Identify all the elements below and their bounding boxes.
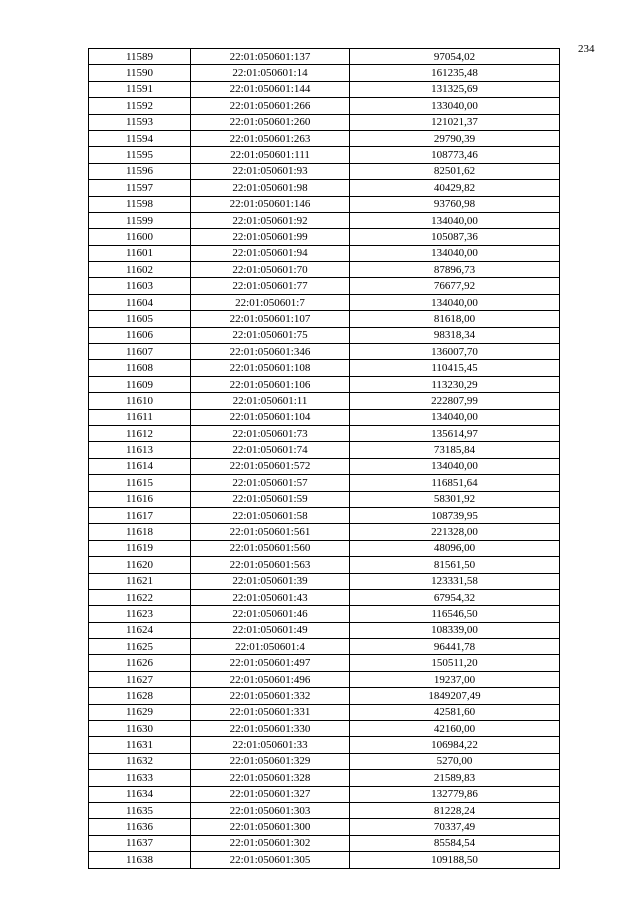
cadastral-number-cell: 22:01:050601:11: [191, 393, 350, 409]
cadastral-number-cell: 22:01:050601:144: [191, 81, 350, 97]
table-row: [89, 524, 560, 540]
row-number-cell: 11636: [89, 819, 191, 835]
table-row: [89, 671, 560, 687]
value-cell: 42160,00: [350, 721, 560, 737]
row-number-cell: 11617: [89, 507, 191, 523]
table-row: [89, 81, 560, 97]
row-number-cell: 11597: [89, 180, 191, 196]
cadastral-number-cell: 22:01:050601:107: [191, 311, 350, 327]
table-row: [89, 540, 560, 556]
table-row: [89, 245, 560, 261]
value-cell: 48096,00: [350, 540, 560, 556]
value-cell: 76677,92: [350, 278, 560, 294]
cadastral-number-cell: 22:01:050601:346: [191, 344, 350, 360]
value-cell: 40429,82: [350, 180, 560, 196]
cadastral-number-cell: 22:01:050601:39: [191, 573, 350, 589]
row-number-cell: 11638: [89, 852, 191, 868]
cadastral-number-cell: 22:01:050601:496: [191, 671, 350, 687]
row-number-cell: 11633: [89, 770, 191, 786]
cadastral-number-cell: 22:01:050601:58: [191, 507, 350, 523]
table-row: [89, 278, 560, 294]
row-number-cell: 11615: [89, 475, 191, 491]
cadastral-number-cell: 22:01:050601:59: [191, 491, 350, 507]
cadastral-number-cell: 22:01:050601:49: [191, 622, 350, 638]
table-row: [89, 425, 560, 441]
table-row: [89, 639, 560, 655]
table-row: [89, 360, 560, 376]
registry-table: [88, 48, 560, 869]
table-row: [89, 491, 560, 507]
table-row: [89, 737, 560, 753]
value-cell: 109188,50: [350, 852, 560, 868]
cadastral-number-cell: 22:01:050601:33: [191, 737, 350, 753]
cadastral-number-cell: 22:01:050601:77: [191, 278, 350, 294]
cadastral-number-cell: 22:01:050601:14: [191, 65, 350, 81]
row-number-cell: 11607: [89, 344, 191, 360]
row-number-cell: 11628: [89, 688, 191, 704]
cadastral-number-cell: 22:01:050601:329: [191, 753, 350, 769]
row-number-cell: 11595: [89, 147, 191, 163]
value-cell: 1849207,49: [350, 688, 560, 704]
table-row: [89, 770, 560, 786]
table-row: [89, 852, 560, 868]
table-row: [89, 147, 560, 163]
value-cell: 132779,86: [350, 786, 560, 802]
value-cell: 135614,97: [350, 425, 560, 441]
table-row: [89, 163, 560, 179]
table-row: [89, 819, 560, 835]
cadastral-number-cell: 22:01:050601:4: [191, 639, 350, 655]
cadastral-number-cell: 22:01:050601:108: [191, 360, 350, 376]
table-row: [89, 507, 560, 523]
row-number-cell: 11625: [89, 639, 191, 655]
row-number-cell: 11627: [89, 671, 191, 687]
value-cell: 222807,99: [350, 393, 560, 409]
table-row: [89, 786, 560, 802]
table-row: [89, 180, 560, 196]
table-row: [89, 98, 560, 114]
value-cell: 5270,00: [350, 753, 560, 769]
cadastral-number-cell: 22:01:050601:75: [191, 327, 350, 343]
page-number: 234: [578, 43, 595, 55]
cadastral-number-cell: 22:01:050601:561: [191, 524, 350, 540]
row-number-cell: 11592: [89, 98, 191, 114]
row-number-cell: 11596: [89, 163, 191, 179]
table-row: [89, 835, 560, 851]
table-row: [89, 475, 560, 491]
row-number-cell: 11590: [89, 65, 191, 81]
table-row: [89, 753, 560, 769]
row-number-cell: 11613: [89, 442, 191, 458]
row-number-cell: 11609: [89, 376, 191, 392]
cadastral-number-cell: 22:01:050601:92: [191, 212, 350, 228]
row-number-cell: 11599: [89, 212, 191, 228]
row-number-cell: 11600: [89, 229, 191, 245]
value-cell: 133040,00: [350, 98, 560, 114]
row-number-cell: 11635: [89, 802, 191, 818]
row-number-cell: 11594: [89, 130, 191, 146]
value-cell: 21589,83: [350, 770, 560, 786]
cadastral-number-cell: 22:01:050601:263: [191, 130, 350, 146]
cadastral-number-cell: 22:01:050601:99: [191, 229, 350, 245]
value-cell: 108739,95: [350, 507, 560, 523]
value-cell: 93760,98: [350, 196, 560, 212]
value-cell: 113230,29: [350, 376, 560, 392]
row-number-cell: 11620: [89, 557, 191, 573]
table-row: [89, 409, 560, 425]
cadastral-number-cell: 22:01:050601:98: [191, 180, 350, 196]
row-number-cell: 11624: [89, 622, 191, 638]
table-row: [89, 212, 560, 228]
table-row: [89, 458, 560, 474]
cadastral-number-cell: 22:01:050601:330: [191, 721, 350, 737]
value-cell: 81618,00: [350, 311, 560, 327]
table-row: [89, 721, 560, 737]
cadastral-number-cell: 22:01:050601:137: [191, 49, 350, 65]
row-number-cell: 11623: [89, 606, 191, 622]
table-row: [89, 655, 560, 671]
cadastral-number-cell: 22:01:050601:111: [191, 147, 350, 163]
row-number-cell: 11589: [89, 49, 191, 65]
table-row: [89, 65, 560, 81]
cadastral-number-cell: 22:01:050601:94: [191, 245, 350, 261]
value-cell: 150511,20: [350, 655, 560, 671]
value-cell: 116546,50: [350, 606, 560, 622]
value-cell: 85584,54: [350, 835, 560, 851]
cadastral-number-cell: 22:01:050601:303: [191, 802, 350, 818]
row-number-cell: 11637: [89, 835, 191, 851]
table-row: [89, 606, 560, 622]
value-cell: 87896,73: [350, 262, 560, 278]
value-cell: 42581,60: [350, 704, 560, 720]
value-cell: 108773,46: [350, 147, 560, 163]
row-number-cell: 11591: [89, 81, 191, 97]
row-number-cell: 11632: [89, 753, 191, 769]
value-cell: 121021,37: [350, 114, 560, 130]
value-cell: 131325,69: [350, 81, 560, 97]
value-cell: 19237,00: [350, 671, 560, 687]
value-cell: 134040,00: [350, 294, 560, 310]
value-cell: 29790,39: [350, 130, 560, 146]
value-cell: 81228,24: [350, 802, 560, 818]
value-cell: 96441,78: [350, 639, 560, 655]
value-cell: 73185,84: [350, 442, 560, 458]
row-number-cell: 11618: [89, 524, 191, 540]
row-number-cell: 11598: [89, 196, 191, 212]
row-number-cell: 11611: [89, 409, 191, 425]
registry-table-body: [89, 49, 560, 869]
table-row: [89, 294, 560, 310]
table-row: [89, 704, 560, 720]
value-cell: 82501,62: [350, 163, 560, 179]
table-row: [89, 393, 560, 409]
cadastral-number-cell: 22:01:050601:43: [191, 589, 350, 605]
table-row: [89, 573, 560, 589]
value-cell: 105087,36: [350, 229, 560, 245]
cadastral-number-cell: 22:01:050601:260: [191, 114, 350, 130]
table-row: [89, 802, 560, 818]
row-number-cell: 11606: [89, 327, 191, 343]
cadastral-number-cell: 22:01:050601:146: [191, 196, 350, 212]
value-cell: 116851,64: [350, 475, 560, 491]
cadastral-number-cell: 22:01:050601:497: [191, 655, 350, 671]
row-number-cell: 11626: [89, 655, 191, 671]
row-number-cell: 11602: [89, 262, 191, 278]
value-cell: 58301,92: [350, 491, 560, 507]
value-cell: 67954,32: [350, 589, 560, 605]
value-cell: 70337,49: [350, 819, 560, 835]
value-cell: 81561,50: [350, 557, 560, 573]
value-cell: 123331,58: [350, 573, 560, 589]
cadastral-number-cell: 22:01:050601:74: [191, 442, 350, 458]
row-number-cell: 11631: [89, 737, 191, 753]
table-row: [89, 130, 560, 146]
value-cell: 106984,22: [350, 737, 560, 753]
cadastral-number-cell: 22:01:050601:266: [191, 98, 350, 114]
row-number-cell: 11634: [89, 786, 191, 802]
table-row: [89, 557, 560, 573]
table-row: [89, 344, 560, 360]
cadastral-number-cell: 22:01:050601:328: [191, 770, 350, 786]
value-cell: 136007,70: [350, 344, 560, 360]
value-cell: 221328,00: [350, 524, 560, 540]
row-number-cell: 11605: [89, 311, 191, 327]
cadastral-number-cell: 22:01:050601:305: [191, 852, 350, 868]
cadastral-number-cell: 22:01:050601:104: [191, 409, 350, 425]
cadastral-number-cell: 22:01:050601:327: [191, 786, 350, 802]
row-number-cell: 11603: [89, 278, 191, 294]
table-row: [89, 688, 560, 704]
cadastral-number-cell: 22:01:050601:300: [191, 819, 350, 835]
cadastral-number-cell: 22:01:050601:57: [191, 475, 350, 491]
value-cell: 134040,00: [350, 245, 560, 261]
cadastral-number-cell: 22:01:050601:331: [191, 704, 350, 720]
table-row: [89, 262, 560, 278]
table-row: [89, 589, 560, 605]
cadastral-number-cell: 22:01:050601:560: [191, 540, 350, 556]
table-row: [89, 376, 560, 392]
value-cell: 134040,00: [350, 458, 560, 474]
cadastral-number-cell: 22:01:050601:302: [191, 835, 350, 851]
table-row: [89, 114, 560, 130]
cadastral-number-cell: 22:01:050601:46: [191, 606, 350, 622]
cadastral-number-cell: 22:01:050601:70: [191, 262, 350, 278]
row-number-cell: 11612: [89, 425, 191, 441]
row-number-cell: 11614: [89, 458, 191, 474]
value-cell: 97054,02: [350, 49, 560, 65]
cadastral-number-cell: 22:01:050601:93: [191, 163, 350, 179]
table-row: [89, 442, 560, 458]
cadastral-number-cell: 22:01:050601:563: [191, 557, 350, 573]
table-row: [89, 49, 560, 65]
row-number-cell: 11630: [89, 721, 191, 737]
table-row: [89, 622, 560, 638]
value-cell: 134040,00: [350, 212, 560, 228]
row-number-cell: 11629: [89, 704, 191, 720]
row-number-cell: 11610: [89, 393, 191, 409]
cadastral-number-cell: 22:01:050601:572: [191, 458, 350, 474]
row-number-cell: 11601: [89, 245, 191, 261]
cadastral-number-cell: 22:01:050601:73: [191, 425, 350, 441]
cadastral-number-cell: 22:01:050601:332: [191, 688, 350, 704]
value-cell: 98318,34: [350, 327, 560, 343]
table-row: [89, 229, 560, 245]
table-row: [89, 327, 560, 343]
table-row: [89, 196, 560, 212]
cadastral-number-cell: 22:01:050601:106: [191, 376, 350, 392]
cadastral-number-cell: 22:01:050601:7: [191, 294, 350, 310]
row-number-cell: 11604: [89, 294, 191, 310]
value-cell: 108339,00: [350, 622, 560, 638]
value-cell: 134040,00: [350, 409, 560, 425]
row-number-cell: 11621: [89, 573, 191, 589]
table-row: [89, 311, 560, 327]
row-number-cell: 11619: [89, 540, 191, 556]
row-number-cell: 11616: [89, 491, 191, 507]
value-cell: 110415,45: [350, 360, 560, 376]
value-cell: 161235,48: [350, 65, 560, 81]
row-number-cell: 11622: [89, 589, 191, 605]
row-number-cell: 11593: [89, 114, 191, 130]
row-number-cell: 11608: [89, 360, 191, 376]
